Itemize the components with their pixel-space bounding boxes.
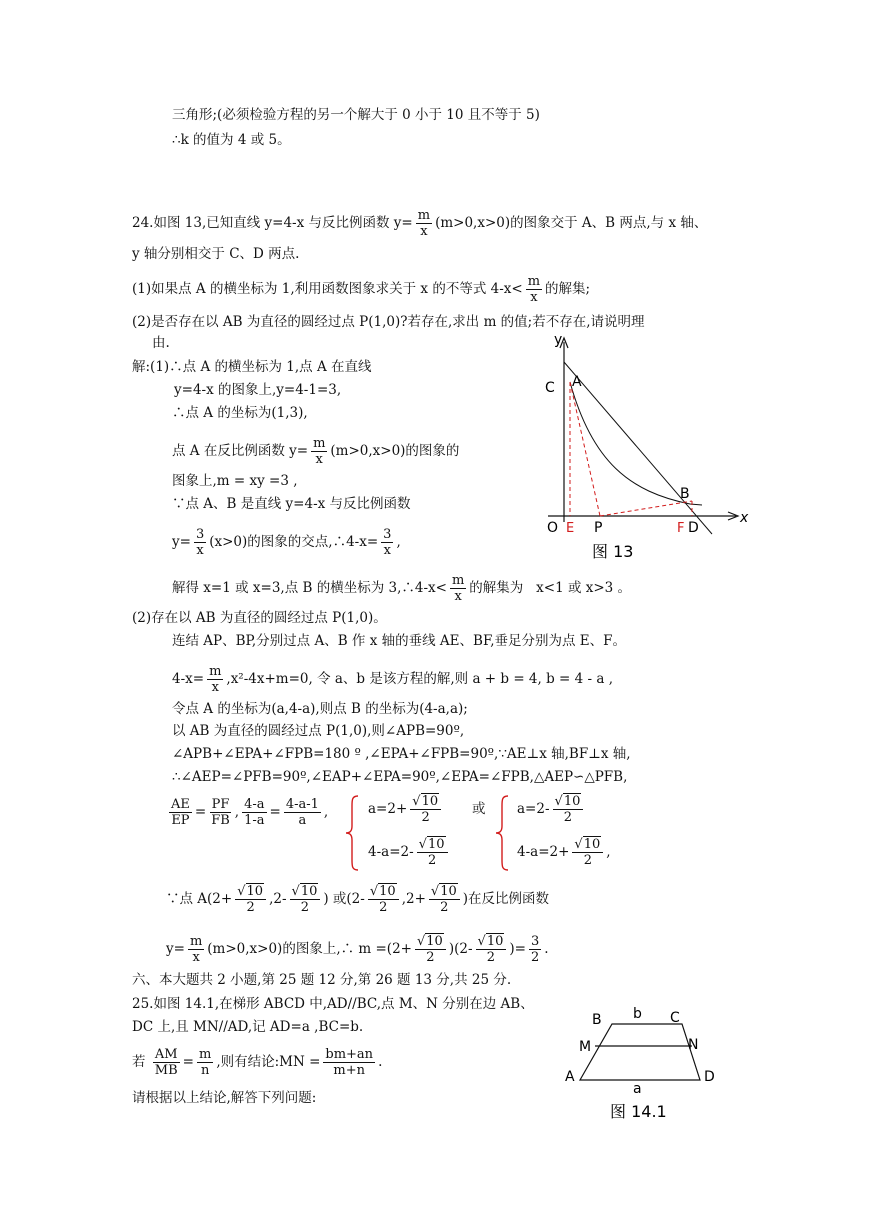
section-6-heading: 六、本大题共 2 小题,第 25 题 12 分,第 26 题 13 分,共 25 分. — [132, 972, 512, 988]
text: 24.如图 13,已知直线 y=4-x 与反比例函数 y= — [132, 215, 413, 231]
label-c: C — [670, 1010, 680, 1026]
fraction: $\frac{m}{x}$ — [451, 573, 465, 604]
label-e: E — [566, 521, 575, 536]
sol1-line8 — [172, 573, 631, 604]
fraction: $\frac{3}{x}$ — [195, 527, 205, 558]
left-brace — [494, 794, 510, 872]
or-word: 或 — [472, 801, 486, 817]
fraction: $\frac{3}{2}$ — [530, 934, 540, 965]
fraction: $\frac{√10}{2}$ — [290, 884, 321, 915]
system1-eq2 — [368, 837, 451, 868]
text: 4-x= — [172, 671, 205, 687]
sol1-line4 — [172, 436, 459, 467]
text-line: 令点 A 的坐标为(a,4-a),则点 B 的坐标为(4-a,a); — [172, 701, 468, 717]
text: (m>0,x>0)的图象上,∴ m =(2+ — [207, 941, 412, 957]
text: )在反比例函数 — [462, 891, 550, 907]
text-line: ∠APB+∠EPA+∠FPB=180 º ,∠EPA+∠FPB=90º,∵AE⊥x 轴,BF⊥x 轴, — [172, 746, 631, 762]
label-a-point: A — [565, 1069, 575, 1085]
label-b-point: B — [592, 1012, 602, 1028]
fraction: $\frac{√10}{2}$ — [415, 934, 446, 965]
fraction: $\frac{√10}{2}$ — [429, 884, 460, 915]
figure-14-1 — [560, 1000, 730, 1125]
text-line: ∵点 A、B 是直线 y=4-x 与反比例函数 — [172, 496, 411, 512]
text: 的解集; — [545, 281, 591, 297]
text: a=2- — [517, 801, 550, 817]
text: ,则有结论:MN = — [216, 1054, 321, 1070]
text: )= — [509, 941, 526, 957]
text: (x>0)的图象的交点,∴4-x= — [209, 534, 379, 550]
fraction: $\frac{4-a}{1-a}$ — [244, 797, 265, 828]
text-line: 图象上,m = xy =3 , — [172, 473, 298, 489]
text-line: (2)存在以 AB 为直径的圆经过点 P(1,0)。 — [132, 610, 387, 626]
text: , — [606, 844, 611, 860]
label-b: B — [680, 486, 690, 502]
text: = — [269, 804, 281, 820]
fraction: $\frac{m}{x}$ — [313, 436, 326, 467]
text: )(2- — [448, 941, 473, 957]
text: x<1 或 x>3 。 — [536, 580, 632, 596]
ratio-fractions — [166, 797, 328, 828]
text-line: y=4-x 的图象上,y=4-1=3, — [174, 382, 342, 398]
text-line: 25.如图 14.1,在梯形 ABCD 中,AD//BC,点 M、N 分别在边 AB、 — [132, 996, 534, 1012]
fraction: $\frac{AM}{MB}$ — [154, 1047, 178, 1078]
text-line: 请根据以上结论,解答下列问题: — [132, 1090, 317, 1106]
text: , — [323, 804, 329, 820]
fraction: $\frac{m}{n}$ — [198, 1047, 212, 1078]
caption-fig13: 图 13 — [592, 542, 634, 561]
fraction: $\frac{m}{x}$ — [189, 934, 203, 965]
label-a: A — [572, 374, 582, 390]
label-b-length: b — [633, 1006, 642, 1022]
q24-part1 — [132, 274, 590, 305]
fraction: $\frac{√10}{2}$ — [410, 794, 441, 825]
fraction: $\frac{PF}{FB}$ — [211, 797, 230, 828]
fraction: $\frac{√10}{2}$ — [368, 884, 399, 915]
sol2-line9 — [166, 884, 549, 915]
ap-line — [570, 382, 600, 516]
system2-eq1 — [517, 794, 586, 825]
fraction: $\frac{4-a-1}{a}$ — [285, 797, 319, 828]
fraction: $\frac{√10}{2}$ — [572, 837, 603, 868]
text: = — [194, 804, 207, 820]
text-line: 三角形;(必须检验方程的另一个解大于 0 小于 10 且不等于 5) — [172, 107, 540, 123]
fraction: $\frac{m}{x}$ — [209, 664, 222, 695]
bp-line — [600, 501, 692, 516]
fraction: $\frac{m}{x}$ — [417, 208, 431, 239]
fraction: $\frac{m}{x}$ — [527, 274, 541, 305]
text: , — [234, 804, 240, 820]
figure-13 — [530, 332, 760, 564]
text-line: y 轴分别相交于 C、D 两点. — [132, 246, 300, 262]
label-n: N — [688, 1037, 699, 1053]
text: . — [544, 941, 549, 957]
text: ,2- — [269, 891, 287, 907]
trapezoid-abcd — [580, 1024, 700, 1080]
text: 解得 x=1 或 x=3,点 B 的横坐标为 3,∴4-x< — [172, 580, 447, 596]
label-d: D — [704, 1069, 715, 1085]
text: y= — [172, 534, 191, 550]
text: 若 — [132, 1054, 146, 1070]
text-line: 解:(1)∴点 A 的横坐标为 1,点 A 在直线 — [132, 359, 372, 375]
label-c: C — [545, 380, 555, 396]
text: . — [378, 1054, 383, 1070]
label-a-length: a — [633, 1081, 642, 1097]
text: 的解集为 — [469, 580, 524, 596]
system2-eq2 — [517, 837, 611, 868]
text: 点 A 在反比例函数 y= — [172, 443, 309, 459]
text-line: 由. — [152, 335, 170, 351]
text: ) 或(2- — [323, 891, 365, 907]
line-y-4-x — [564, 362, 712, 534]
label-o: O — [547, 520, 559, 536]
fraction: $\frac{AE}{EP}$ — [171, 797, 190, 828]
text: a=2+ — [368, 801, 408, 817]
label-x: x — [740, 510, 749, 526]
label-p: P — [594, 520, 603, 536]
text: 4-a=2+ — [517, 844, 570, 860]
text: (m>0,x>0)的图象交于 A、B 两点,与 x 轴、 — [435, 215, 708, 231]
text-line: ∴点 A 的坐标为(1,3), — [172, 405, 308, 421]
text: ∵点 A(2+ — [166, 891, 233, 907]
text-line: 连结 AP、BP,分别过点 A、B 作 x 轴的垂线 AE、BF,垂足分别为点 E、F。 — [172, 633, 627, 649]
fraction: $\frac{√10}{2}$ — [235, 884, 266, 915]
sol1-line7 — [172, 527, 401, 558]
left-brace — [344, 794, 360, 872]
text-line: 以 AB 为直径的圆经过点 P(1,0),则∠APB=90º, — [172, 723, 465, 739]
text: ,2+ — [401, 891, 426, 907]
text: , — [396, 534, 401, 550]
sol2-line3 — [172, 664, 613, 695]
text: 4-a=2- — [368, 844, 414, 860]
fraction: $\frac{√10}{2}$ — [553, 794, 584, 825]
fraction: $\frac{bm+an}{m+n}$ — [325, 1047, 374, 1078]
text-line: DC 上,且 MN//AD,记 AD=a ,BC=b. — [132, 1019, 364, 1035]
label-m: M — [579, 1039, 592, 1055]
caption-fig14: 图 14.1 — [610, 1102, 667, 1121]
system1-eq1 — [368, 794, 444, 825]
text-line: ∴∠AEP=∠PFB=90º,∠EAP+∠EPA=90º,∠EPA=∠FPB,△AEP∽△PFB, — [172, 769, 628, 785]
label-f: F — [677, 521, 685, 536]
q25-line3 — [132, 1047, 382, 1078]
text: = — [182, 1054, 194, 1070]
text: (1)如果点 A 的横坐标为 1,利用函数图象求关于 x 的不等式 4-x< — [132, 281, 523, 297]
text-line: ∴k 的值为 4 或 5。 — [172, 132, 291, 148]
text: y= — [166, 941, 185, 957]
text: ,x²-4x+m=0, 令 a、b 是该方程的解,则 a + b = 4, b = 4 - a , — [226, 671, 613, 687]
text-line: (2)是否存在以 AB 为直径的圆经过点 P(1,0)?若存在,求出 m 的值;若不存在,请说明理 — [132, 314, 645, 330]
fraction: $\frac{√10}{2}$ — [476, 934, 507, 965]
label-d: D — [688, 520, 699, 536]
sol2-line10 — [166, 934, 549, 965]
text: (m>0,x>0)的图象的 — [330, 443, 460, 459]
q24-stem — [132, 208, 707, 239]
fraction: $\frac{3}{x}$ — [383, 527, 392, 558]
label-y: y — [554, 332, 563, 348]
fraction: $\frac{√10}{2}$ — [417, 837, 448, 868]
